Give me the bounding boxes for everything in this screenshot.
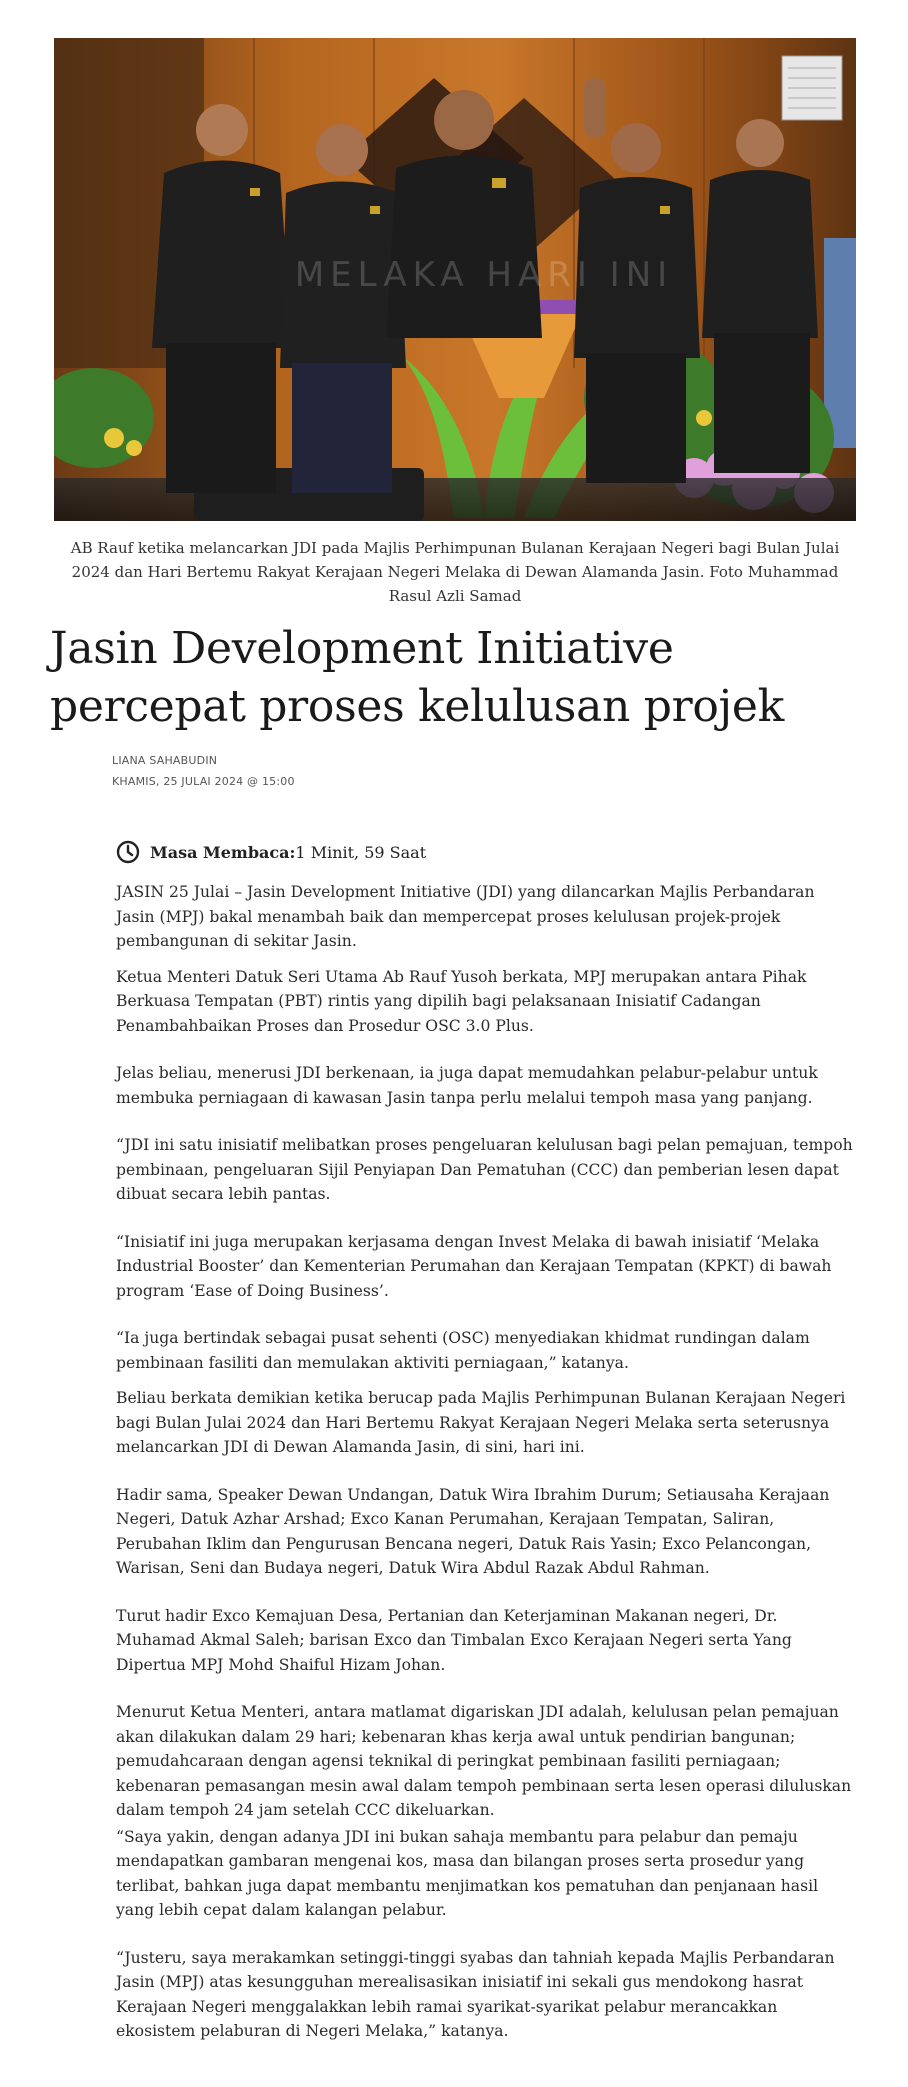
author-name[interactable]: LIANA SAHABUDIN: [112, 754, 218, 767]
clock-icon: [116, 840, 140, 864]
article-body: [116, 880, 854, 2044]
reading-time-value: 1 Minit, 59 Saat: [295, 842, 427, 862]
paragraph: “Justeru, saya merakamkan setinggi-tinggi syabas dan tahniah kepada Majlis Perbandaran Jasin (MPJ) atas kesungguhan merealisasikan inisiatif ini sekali gus mendokong hasrat Kerajaan Negeri menggalakkan lebih ramai syarikat-syarikat pelabur merancakkan ekosistem pelaburan di Negeri Melaka,” katanya.: [116, 1948, 835, 2040]
publish-date: KHAMIS, 25 JULAI 2024 @ 15:00: [112, 775, 295, 788]
article-headline: [50, 620, 860, 736]
paragraph: Ketua Menteri Datuk Seri Utama Ab Rauf Yusoh berkata, MPJ merupakan antara Pihak Berkuasa Tempatan (PBT) rintis yang dipilih bagi pelaksanaan Inisiatif Cadangan Penambahbaikan Proses dan Prosedur OSC 3.0 Plus.: [116, 967, 807, 1035]
byline: [112, 750, 295, 792]
paragraph: JASIN 25 Julai – Jasin Development Initiative (JDI) yang dilancarkan Majlis Perbandaran Jasin (MPJ) bakal menambah baik dan mempercepat proses kelulusan projek-projek pembangunan di sekitar Jasin.: [116, 883, 815, 950]
reading-time-label: Masa Membaca:: [150, 842, 296, 862]
paragraph: “Saya yakin, dengan adanya JDI ini bukan sahaja membantu para pelabur dan pemaju mendapatkan gambaran mengenai kos, masa dan bilangan proses serta prosedur yang terlibat, bahkan juga dapat membantu menjimatkan kos pematuhan dan penjanaan hasil yang lebih cepat dalam kalangan pelabur.: [116, 1827, 819, 1919]
paragraph: Beliau berkata demikian ketika berucap pada Majlis Perhimpunan Bulanan Kerajaan Negeri bagi Bulan Julai 2024 dan Hari Bertemu Rakyat Kerajaan Negeri Melaka serta seterusnya melancarkan JDI di Dewan Alamanda Jasin, di sini, hari ini.: [116, 1389, 846, 1456]
photo-caption: AB Rauf ketika melancarkan JDI pada Majlis Perhimpunan Bulanan Kerajaan Negeri bagi Bulan Julai 2024 dan Hari Bertemu Rakyat Kerajaan Negeri Melaka di Dewan Alamanda Jasin. Foto Muhammad Rasul Azli Samad: [70, 539, 840, 605]
paragraph: Jelas beliau, menerusi JDI berkenaan, ia juga dapat memudahkan pelabur-pelabur untuk membuka perniagaan di kawasan Jasin tanpa perlu melalui tempoh masa yang panjang.: [116, 1064, 818, 1107]
paragraph: Turut hadir Exco Kemajuan Desa, Pertanian dan Keterjaminan Makanan negeri, Dr. Muhamad Akmal Saleh; barisan Exco dan Timbalan Exco Kerajaan Negeri serta Yang Dipertua MPJ Mohd Shaiful Hizam Johan.: [116, 1606, 792, 1674]
article-photo: [54, 38, 856, 521]
paragraph: “JDI ini satu inisiatif melibatkan proses pengeluaran kelulusan bagi pelan pemajuan, tempoh pembinaan, pengeluaran Sijil Penyiapan Dan Pematuhan (CCC) dan pemberian lesen dapat dibuat secara lebih pantas.: [116, 1136, 853, 1203]
paragraph: Hadir sama, Speaker Dewan Undangan, Datuk Wira Ibrahim Durum; Setiausaha Kerajaan Negeri, Datuk Azhar Arshad; Exco Kanan Perumahan, Kerajaan Tempatan, Saliran, Perubahan Iklim dan Pengurusan Bencana negeri, Datuk Rais Yasin; Exco Pelancongan, Warisan, Seni dan Budaya negeri, Datuk Wira Abdul Razak Abdul Rahman.: [116, 1485, 830, 1577]
paragraph: Menurut Ketua Menteri, antara matlamat digariskan JDI adalah, kelulusan pelan pemajuan akan dilakukan dalam 29 hari; kebenaran khas kerja awal untuk pendirian bangunan; pemudahcaraan dengan agensi teknikal di peringkat pembinaan fasiliti perniagaan; kebenaran pemasangan mesin awal dalam tempoh pembinaan serta lesen operasi diluluskan dalam tempoh 24 jam setelah CCC dikeluarkan.: [116, 1703, 852, 1819]
reading-time: [116, 838, 426, 866]
paragraph: “Ia juga bertindak sebagai pusat sehenti (OSC) menyediakan khidmat rundingan dalam pembinaan fasiliti dan memulakan aktiviti perniagaan,” katanya.: [116, 1329, 810, 1372]
photo-watermark: MELAKA HARI INI: [294, 255, 674, 295]
headline-line-1: Jasin Development Initiative: [50, 623, 674, 674]
paragraph: “Inisiatif ini juga merupakan kerjasama dengan Invest Melaka di bawah inisiatif ‘Melaka Industrial Booster’ dan Kementerian Perumahan dan Kerajaan Tempatan (KPKT) di bawah program ‘Ease of Doing Business’.: [116, 1232, 832, 1300]
photo-jdi-launch-icon: [54, 38, 856, 521]
headline-line-2: percepat proses kelulusan projek: [50, 681, 784, 732]
